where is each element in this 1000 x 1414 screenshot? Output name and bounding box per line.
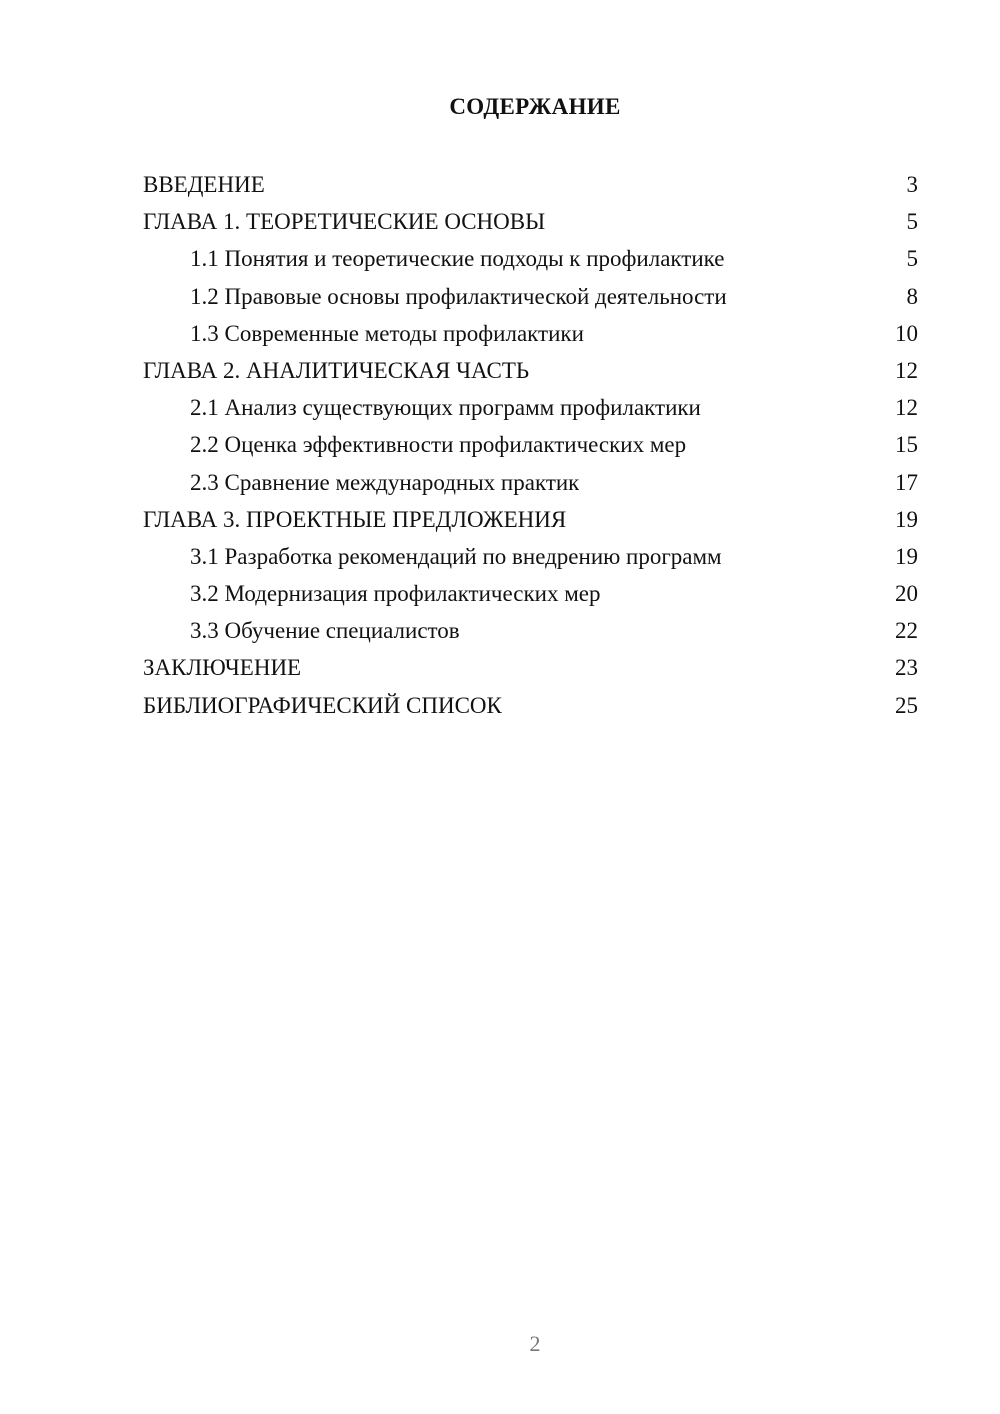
- page-number: 2: [529, 1331, 541, 1356]
- toc-entry-label: БИБЛИОГРАФИЧЕСКИЙ СПИСОК: [143, 692, 502, 718]
- toc-entry-label: ГЛАВА 2. АНАЛИТИЧЕСКАЯ ЧАСТЬ: [143, 357, 530, 383]
- toc-entry-page: 8: [906, 283, 918, 309]
- toc-entry-label: 2.3 Сравнение международных практик: [190, 469, 580, 495]
- toc-entry-page: 22: [895, 618, 918, 644]
- toc-entry-page: 23: [895, 655, 918, 681]
- toc-entry-page: 20: [895, 581, 918, 607]
- toc-entry-section-3-1[interactable]: [143, 538, 918, 575]
- toc-entry-page: 19: [895, 506, 918, 532]
- toc-entry-page: 10: [895, 320, 918, 346]
- toc-entry-label: 3.1 Разработка рекомендаций по внедрению программ: [190, 543, 722, 569]
- toc-entry-label: ВВЕДЕНИЕ: [143, 172, 265, 197]
- toc-entry-label: 1.2 Правовые основы профилактической деятельности: [190, 283, 727, 309]
- toc-entry-page: 17: [895, 469, 918, 495]
- toc-entry-section-3-3[interactable]: [143, 612, 918, 649]
- toc-entry-page: 12: [895, 395, 918, 421]
- toc-entry-section-2-2[interactable]: [143, 426, 918, 463]
- toc-entry-section-1-3[interactable]: [143, 315, 918, 352]
- toc-entry-section-1-2[interactable]: [143, 278, 918, 315]
- toc-entry-label: 2.2 Оценка эффективности профилактических мер: [190, 432, 687, 458]
- toc-entry-label: 1.3 Современные методы профилактики: [190, 320, 584, 346]
- toc-entry-bibliography[interactable]: [143, 687, 918, 724]
- toc-entry-label: ГЛАВА 1. ТЕОРЕТИЧЕСКИЕ ОСНОВЫ: [143, 209, 546, 235]
- toc-entry-label: 3.2 Модернизация профилактических мер: [190, 581, 601, 607]
- toc-entry-page: 15: [895, 432, 918, 458]
- toc-entry-label: ГЛАВА 3. ПРОЕКТНЫЕ ПРЕДЛОЖЕНИЯ: [143, 506, 567, 532]
- toc-entry-section-1-1[interactable]: [143, 240, 918, 277]
- table-of-contents: [143, 166, 918, 724]
- toc-entry-section-3-2[interactable]: [143, 575, 918, 612]
- toc-entry-page: 12: [895, 357, 918, 383]
- page-title: СОДЕРЖАНИЕ: [449, 94, 621, 119]
- toc-entry-label: 2.1 Анализ существующих программ профилактики: [190, 395, 701, 421]
- toc-entry-introduction[interactable]: [143, 166, 918, 203]
- toc-entry-page: 19: [895, 543, 918, 569]
- toc-entry-label: 3.3 Обучение специалистов: [190, 618, 460, 644]
- toc-entry-page: 5: [906, 209, 918, 235]
- toc-entry-page: 5: [906, 246, 918, 272]
- toc-entry-section-2-3[interactable]: [143, 464, 918, 501]
- toc-entry-label: 1.1 Понятия и теоретические подходы к профилактике: [190, 246, 725, 272]
- toc-entry-chapter-1[interactable]: [143, 203, 918, 240]
- toc-entry-page: 3: [906, 172, 918, 197]
- toc-entry-chapter-3[interactable]: [143, 501, 918, 538]
- toc-entry-label: ЗАКЛЮЧЕНИЕ: [143, 655, 302, 681]
- toc-entry-chapter-2[interactable]: [143, 352, 918, 389]
- toc-entry-section-2-1[interactable]: [143, 389, 918, 426]
- toc-entry-page: 25: [895, 692, 918, 718]
- toc-entry-conclusion[interactable]: [143, 649, 918, 686]
